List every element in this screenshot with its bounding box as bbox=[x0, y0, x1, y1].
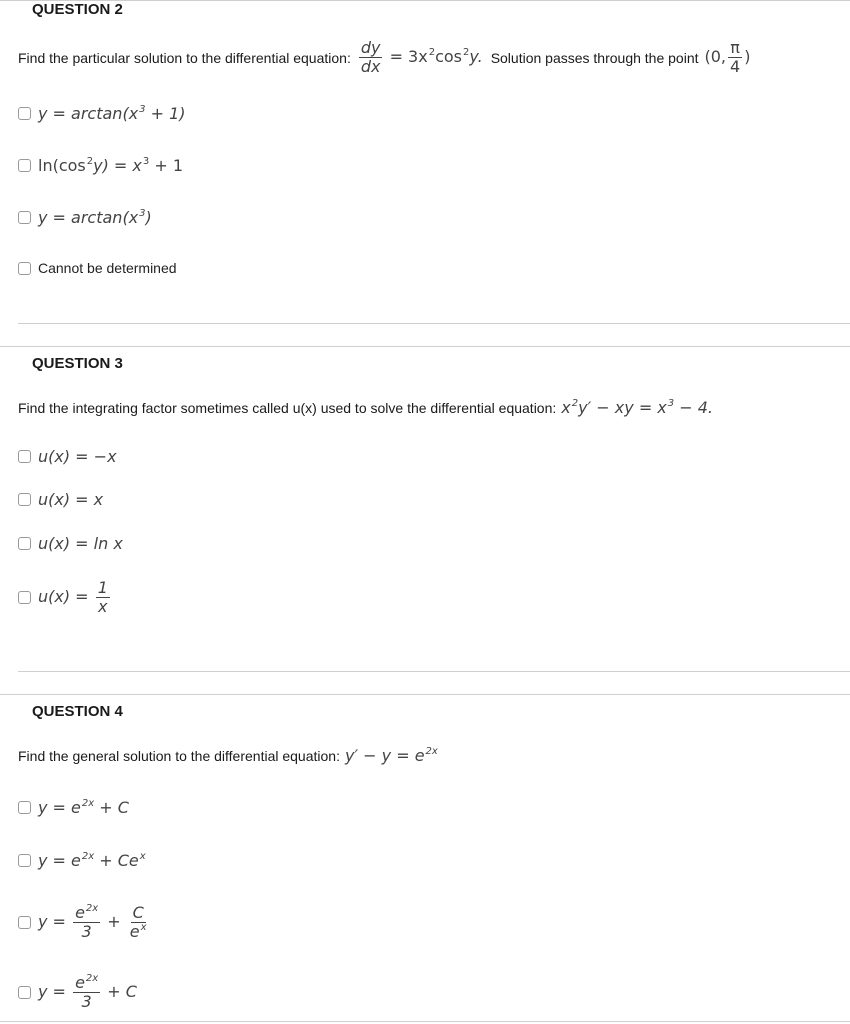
question-2-title: QUESTION 2 bbox=[32, 1, 123, 18]
question-4-option-a[interactable]: $y = e^{2x} + C$ bbox=[18, 798, 129, 817]
checkbox[interactable] bbox=[18, 159, 31, 172]
question-2-option-a[interactable]: $y = \arctan(x^3 + 1)$ bbox=[18, 104, 186, 123]
checkbox[interactable] bbox=[18, 986, 31, 999]
divider bbox=[18, 671, 850, 672]
checkbox[interactable] bbox=[18, 801, 31, 814]
question-3-equation: $x^2y'$ − xy = $x^3 - 4$. bbox=[561, 398, 714, 417]
question-4-option-c[interactable]: y = $\frac{e^{2x}}{3}$ + $\frac{C}{e^x}$ bbox=[18, 905, 151, 940]
question-2-option-d[interactable]: Cannot be determined bbox=[18, 260, 177, 276]
question-4-option-d[interactable]: y = $\frac{e^{2x}}{3}$ + C bbox=[18, 975, 137, 1010]
checkbox[interactable] bbox=[18, 493, 31, 506]
checkbox[interactable] bbox=[18, 211, 31, 224]
question-4-prompt bbox=[18, 746, 438, 765]
checkbox[interactable] bbox=[18, 450, 31, 463]
question-2-option-b[interactable]: $\ln(\cos^2y) = x^3 + 1$ bbox=[18, 156, 183, 175]
divider bbox=[0, 694, 850, 695]
question-2-point: (0, $\frac{\pi}{4}$ ) bbox=[704, 38, 751, 76]
question-2-point-text: Solution passes through the point bbox=[490, 49, 699, 66]
checkbox[interactable] bbox=[18, 107, 31, 120]
question-4-text: Find the general solution to the differential equation: bbox=[18, 747, 340, 764]
question-2-text: Find the particular solution to the differential equation: bbox=[18, 49, 351, 66]
question-3-title: QUESTION 3 bbox=[32, 355, 123, 372]
question-3-option-c[interactable]: u(x) = ln x bbox=[18, 534, 123, 553]
divider bbox=[18, 323, 850, 324]
question-2-option-c[interactable]: $y = \arctan(x^3)$ bbox=[18, 208, 152, 227]
checkbox[interactable] bbox=[18, 537, 31, 550]
question-3-option-d[interactable]: u(x) = $\frac{1}{x}$ bbox=[18, 580, 112, 615]
divider bbox=[0, 346, 850, 347]
checkbox[interactable] bbox=[18, 262, 31, 275]
question-2-prompt bbox=[18, 40, 750, 75]
checkbox[interactable] bbox=[18, 854, 31, 867]
question-3-option-b[interactable]: u(x) = x bbox=[18, 490, 103, 509]
question-3-prompt bbox=[18, 398, 713, 417]
question-4-equation: $y' - y = e^{2x}$ bbox=[344, 746, 438, 765]
question-3-text: Find the integrating factor sometimes called u(x) used to solve the differential equation: bbox=[18, 399, 557, 416]
divider bbox=[0, 0, 850, 1]
checkbox[interactable] bbox=[18, 916, 31, 929]
divider bbox=[0, 1021, 850, 1022]
question-4-option-b[interactable]: $y = e^{2x} + Ce^x$ bbox=[18, 851, 146, 870]
question-2-equation: $\frac{dy}{dx}$ = $3x^2\cos^2y$. bbox=[360, 38, 483, 76]
question-4-title: QUESTION 4 bbox=[32, 703, 123, 720]
question-3-option-a[interactable]: u(x) = −x bbox=[18, 447, 117, 466]
checkbox[interactable] bbox=[18, 591, 31, 604]
